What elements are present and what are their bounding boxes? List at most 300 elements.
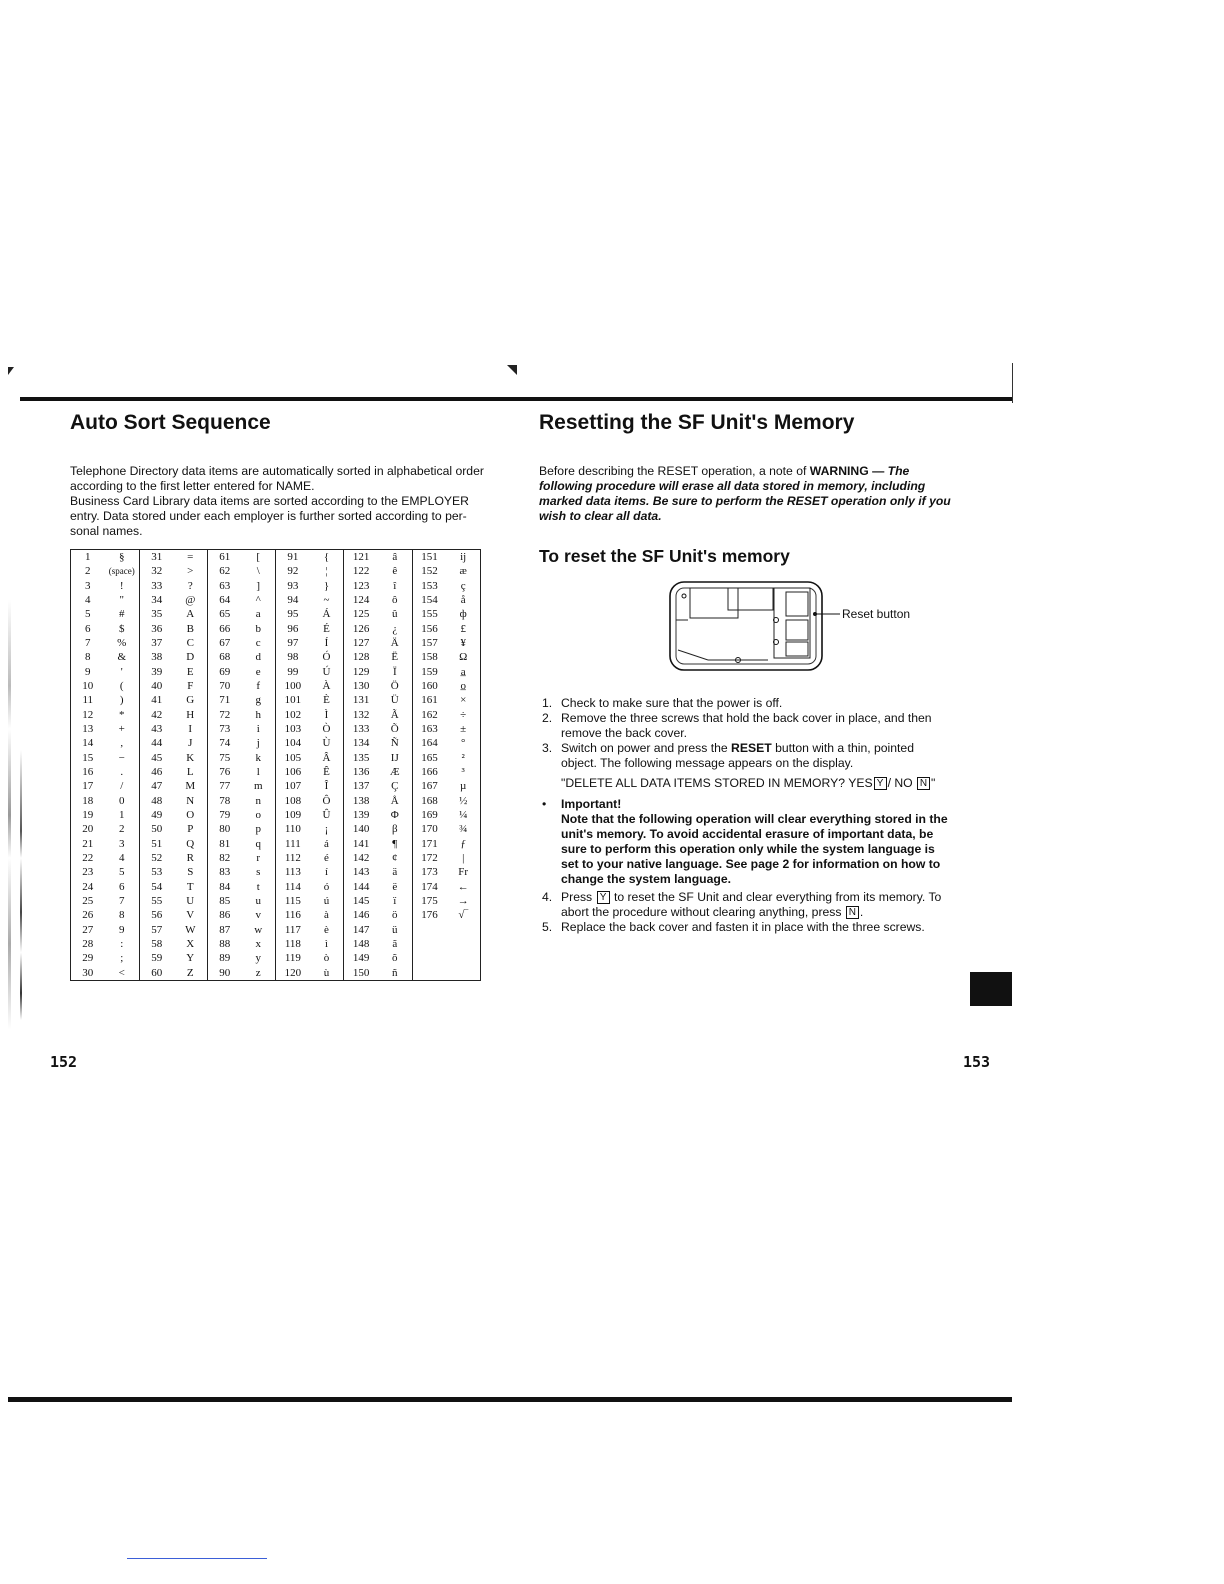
crop-line-right (1012, 363, 1013, 403)
table-code-cell: 111 (285, 837, 301, 850)
important-note (539, 797, 953, 887)
table-row (71, 837, 481, 851)
step-number: 4. (542, 890, 553, 904)
table-char-cell: x (242, 937, 276, 951)
reset-steps (539, 696, 953, 935)
table-code-cell: 39 (151, 665, 163, 678)
table-code-cell: 34 (151, 593, 163, 606)
table-code-cell: 85 (219, 894, 231, 907)
table-code-cell: 160 (421, 679, 438, 692)
table-code-cell: 54 (151, 880, 163, 893)
table-code-cell: 92 (287, 565, 299, 578)
table-code-cell: 96 (287, 622, 299, 635)
table-code-cell: 51 (151, 837, 163, 850)
table-char-cell: 4 (105, 851, 140, 865)
table-char-cell: ¿ (378, 622, 412, 636)
table-char-cell: 3 (105, 837, 140, 851)
table-char-cell: N (174, 794, 208, 808)
table-row (71, 765, 481, 779)
table-char-cell: S (174, 865, 208, 879)
table-code-cell: 175 (421, 894, 438, 907)
table-char-cell: ì (310, 937, 344, 951)
table-code-cell: 134 (352, 737, 370, 750)
table-char-cell: Y (174, 951, 208, 965)
table-code-cell: 151 (421, 551, 438, 563)
step4-before: Press (561, 890, 593, 904)
table-code-cell: 80 (219, 823, 231, 836)
table-char-cell: : (105, 937, 140, 951)
table-char-cell: Ä (378, 636, 412, 650)
table-char-cell: I (174, 722, 208, 736)
warning-text-line1: The following (539, 464, 910, 493)
table-code-cell: 87 (219, 923, 231, 936)
table-code-cell: 8 (85, 651, 91, 664)
table-char-cell: J (174, 736, 208, 750)
table-char-cell: i (242, 722, 276, 736)
table-code-cell: 57 (151, 923, 163, 936)
table-code-cell: 45 (151, 751, 163, 764)
table-code-cell: 140 (352, 823, 370, 836)
table-row (71, 693, 481, 707)
table-char-cell: Ô (310, 794, 344, 808)
table-code-cell: 84 (219, 880, 231, 893)
table-char-cell: Ç (378, 779, 412, 793)
table-code-cell: 139 (352, 808, 370, 821)
table-char-cell: Ö (378, 679, 412, 693)
yes-key-icon: Y (874, 777, 887, 790)
table-char-cell: v (242, 908, 276, 922)
table-char-cell (446, 937, 480, 951)
table-code-cell: 16 (82, 765, 94, 778)
table-code-cell: 53 (151, 866, 163, 879)
table-code-cell: 99 (287, 665, 299, 678)
table-code-cell: 118 (284, 937, 301, 950)
table-row (71, 751, 481, 765)
table-char-cell: 9 (105, 923, 140, 937)
table-code-cell: 120 (284, 966, 302, 979)
step-item (539, 696, 953, 711)
table-char-cell: " (105, 593, 140, 607)
table-code-cell: 65 (219, 608, 231, 621)
unit-back-diagram (668, 580, 918, 675)
table-row (71, 923, 481, 937)
table-char-cell: ¢ (378, 851, 412, 865)
table-char-cell: l (242, 765, 276, 779)
table-char-cell: q (242, 837, 276, 851)
table-code-cell: 95 (287, 608, 299, 621)
table-row (71, 650, 481, 664)
table-char-cell: d (242, 650, 276, 664)
table-code-cell: 170 (421, 823, 438, 836)
table-code-cell: 159 (421, 665, 438, 678)
table-char-cell: å (446, 593, 480, 607)
table-char-cell: % (105, 636, 140, 650)
table-char-cell: à (310, 908, 344, 922)
table-code-cell: 23 (82, 866, 94, 879)
table-char-cell: F (174, 679, 208, 693)
table-code-cell: 30 (82, 966, 94, 979)
unit-outline (670, 582, 822, 670)
table-char-cell: ф (446, 607, 480, 621)
table-char-cell: è (310, 923, 344, 937)
table-char-cell: Φ (378, 808, 412, 822)
table-code-cell: 22 (82, 851, 94, 864)
table-code-cell: 152 (421, 565, 438, 578)
table-row (71, 579, 481, 593)
table-code-cell: 78 (219, 794, 231, 807)
table-code-cell: 116 (284, 909, 301, 922)
warning-prefix: Before describing the RESET operation, a note of (539, 464, 810, 478)
table-char-cell: Ë (378, 650, 412, 664)
table-char-cell: 5 (105, 865, 140, 879)
table-code-cell: 98 (287, 651, 299, 664)
table-code-cell: 47 (151, 780, 163, 793)
table-code-cell (412, 951, 446, 965)
table-char-cell: ô (378, 593, 412, 607)
intro-line: entry. Data stored under each employer is further sorted according to per- (70, 509, 467, 523)
table-code-cell: 83 (219, 866, 231, 879)
table-char-cell: * (105, 708, 140, 722)
table-char-cell: P (174, 822, 208, 836)
table-code-cell: 110 (284, 823, 301, 836)
table-char-cell: g (242, 693, 276, 707)
table-code-cell: 19 (82, 808, 94, 821)
table-code-cell: 74 (219, 737, 231, 750)
step-number: 1. (542, 696, 553, 710)
table-code-cell: 94 (287, 593, 299, 606)
table-code-cell: 18 (82, 794, 94, 807)
table-char-cell: } (310, 579, 344, 593)
sort-sequence-table (70, 549, 481, 981)
table-char-cell: ã (378, 937, 412, 951)
table-code-cell: 107 (284, 780, 302, 793)
warning-word: WARNING — (809, 464, 885, 478)
table-char-cell: ï (378, 894, 412, 908)
table-char-cell: f (242, 679, 276, 693)
table-code-cell: 13 (82, 722, 94, 735)
table-code-cell: 141 (352, 837, 370, 850)
table-char-cell: { (310, 550, 344, 565)
table-char-cell: á (310, 837, 344, 851)
intro-line: Telephone Directory data items are automatically sorted in alphabetical order (70, 464, 484, 478)
table-char-cell: ~ (310, 593, 344, 607)
table-char-cell: î (378, 579, 412, 593)
table-code-cell: 113 (284, 866, 301, 879)
table-char-cell: × (446, 693, 480, 707)
table-char-cell: Í (310, 636, 344, 650)
table-code-cell: 91 (287, 551, 299, 563)
table-code-cell: 102 (284, 708, 302, 721)
table-code-cell: 105 (284, 751, 302, 764)
important-text: Note that the following operation will clear everything stored in the unit's memory. To avoid accidental erasure of important data, be sure to perform this operation only while the system language is set to your native language. See page 2 for information on how to change the system language. (561, 812, 948, 886)
table-code-cell: 17 (82, 780, 94, 793)
table-char-cell: & (105, 650, 140, 664)
table-code-cell: 128 (352, 651, 370, 664)
right-page-number: 153 (963, 1053, 991, 1071)
table-code-cell: 66 (219, 622, 231, 635)
table-char-cell: ² (446, 751, 480, 765)
table-code-cell: 29 (82, 952, 94, 965)
table-code-cell: 144 (352, 880, 370, 893)
table-row (71, 593, 481, 607)
table-code-cell: 28 (82, 937, 94, 950)
table-code-cell: 146 (352, 909, 370, 922)
table-code-cell: 62 (219, 565, 231, 578)
table-char-cell: h (242, 708, 276, 722)
table-code-cell: 77 (219, 780, 231, 793)
table-code-cell: 21 (82, 837, 94, 850)
table-char-cell: ^ (242, 593, 276, 607)
warning-paragraph (539, 464, 951, 524)
table-char-cell: ] (242, 579, 276, 593)
table-row (71, 937, 481, 951)
table-char-cell: w (242, 923, 276, 937)
table-code-cell: 20 (82, 823, 94, 836)
reset-subtitle: To reset the SF Unit's memory (539, 546, 790, 566)
table-char-cell: Z (174, 966, 208, 981)
table-char-cell: / (105, 779, 140, 793)
message-end: " (931, 776, 936, 790)
right-page-title: Resetting the SF Unit's Memory (539, 411, 855, 434)
table-char-cell: G (174, 693, 208, 707)
table-code-cell: 61 (219, 551, 231, 563)
table-char-cell: Ù (310, 736, 344, 750)
table-char-cell: O (174, 808, 208, 822)
table-row (71, 736, 481, 750)
table-code-cell: 112 (284, 851, 301, 864)
table-code-cell: 119 (284, 952, 301, 965)
table-char-cell: − (105, 751, 140, 765)
table-code-cell: 109 (284, 808, 302, 821)
table-char-cell: ( (105, 679, 140, 693)
table-char-cell: T (174, 880, 208, 894)
table-char-cell: ç (446, 579, 480, 593)
table-code-cell: 88 (219, 937, 231, 950)
table-char-cell: o̲ (446, 679, 480, 693)
table-code-cell: 127 (352, 636, 370, 649)
table-code-cell: 46 (151, 765, 163, 778)
table-char-cell: β (378, 822, 412, 836)
table-code-cell: 167 (421, 780, 438, 793)
table-char-cell (446, 966, 480, 981)
table-char-cell: ! (105, 579, 140, 593)
step-item (539, 741, 953, 771)
table-row (71, 880, 481, 894)
step-number: 3. (542, 741, 553, 755)
table-char-cell: $ (105, 622, 140, 636)
underline-mark (127, 1558, 267, 1559)
table-code-cell: 50 (151, 823, 163, 836)
table-char-cell: ¶ (378, 837, 412, 851)
table-char-cell: â (378, 550, 412, 565)
table-char-cell: m (242, 779, 276, 793)
table-code-cell: 59 (151, 952, 163, 965)
bullet: • (542, 797, 547, 811)
table-char-cell: j (242, 736, 276, 750)
table-char-cell: ù (310, 966, 344, 981)
table-code-cell: 26 (82, 909, 94, 922)
table-char-cell: ³ (446, 765, 480, 779)
table-code-cell: 5 (85, 608, 91, 621)
table-char-cell: D (174, 650, 208, 664)
table-code-cell: 97 (287, 636, 299, 649)
table-code-cell (412, 937, 446, 951)
table-code-cell: 130 (352, 679, 370, 692)
table-code-cell: 3 (85, 579, 91, 592)
table-code-cell: 14 (82, 737, 94, 750)
table-code-cell: 115 (284, 894, 301, 907)
table-code-cell: 156 (421, 622, 438, 635)
table-char-cell: Õ (378, 722, 412, 736)
table-char-cell: Â (310, 751, 344, 765)
table-row (71, 794, 481, 808)
message-mid: / NO (887, 776, 913, 790)
table-code-cell: 10 (82, 679, 94, 692)
table-char-cell: H (174, 708, 208, 722)
table-char-cell: 8 (105, 908, 140, 922)
table-code-cell: 174 (421, 880, 438, 893)
table-char-cell: k (242, 751, 276, 765)
table-char-cell: Å (378, 794, 412, 808)
message-text: "DELETE ALL DATA ITEMS STORED IN MEMORY? YES (561, 776, 873, 790)
table-code-cell: 114 (284, 880, 301, 893)
step-number: 5. (542, 920, 553, 934)
table-char-cell: √‾ (446, 908, 480, 922)
table-code-cell: 153 (421, 579, 438, 592)
intro-line: sonal names. (70, 524, 143, 538)
table-char-cell: @ (174, 593, 208, 607)
table-char-cell: | (446, 851, 480, 865)
table-char-cell: Ñ (378, 736, 412, 750)
table-row (71, 679, 481, 693)
table-code-cell: 72 (219, 708, 231, 721)
table-char-cell: 6 (105, 880, 140, 894)
table-char-cell: a (242, 607, 276, 621)
table-code-cell: 60 (151, 966, 163, 979)
table-char-cell: 2 (105, 822, 140, 836)
table-code-cell: 106 (284, 765, 302, 778)
step4-end: . (859, 905, 864, 919)
table-row (71, 550, 481, 565)
table-code-cell: 41 (151, 694, 163, 707)
table-code-cell: 69 (219, 665, 231, 678)
table-char-cell: C (174, 636, 208, 650)
table-char-cell: → (446, 894, 480, 908)
table-code-cell: 93 (287, 579, 299, 592)
table-code-cell: 73 (219, 722, 231, 735)
table-char-cell: µ (446, 779, 480, 793)
table-char-cell: A (174, 607, 208, 621)
table-row (71, 908, 481, 922)
table-code-cell: 108 (284, 794, 302, 807)
table-row (71, 894, 481, 908)
scan-edge-left-inner (20, 750, 22, 1020)
important-title: Important! (561, 797, 622, 811)
step-item (539, 711, 953, 741)
table-char-cell: Ü (378, 693, 412, 707)
step-item (539, 920, 953, 935)
warning-text: procedure will erase all data stored in memory, including marked data items. Be sure to perform the RESET operation only if you wish to clear all data. (539, 479, 951, 523)
table-char-cell: M (174, 779, 208, 793)
intro-line: Business Card Library data items are sorted according to the EMPLOYER (70, 494, 469, 508)
table-char-cell: ê (378, 564, 412, 578)
table-char-cell: ƒ (446, 837, 480, 851)
table-char-cell: é (310, 851, 344, 865)
table-code-cell: 68 (219, 651, 231, 664)
table-code-cell: 148 (352, 937, 370, 950)
bottom-rule (8, 1397, 1012, 1402)
left-page-title: Auto Sort Sequence (70, 411, 271, 434)
section-tab-marker (970, 972, 1012, 1006)
table-char-cell: ÷ (446, 708, 480, 722)
reset-button-label: Reset button (842, 607, 911, 621)
table-code-cell: 126 (352, 622, 370, 635)
table-code-cell: 122 (352, 565, 370, 578)
table-char-cell: û (378, 607, 412, 621)
table-char-cell: ° (446, 736, 480, 750)
table-char-cell: ü (378, 923, 412, 937)
step-text-before: Switch on power and press the (561, 741, 732, 755)
table-char-cell: [ (242, 550, 276, 565)
table-char-cell: ¡ (310, 822, 344, 836)
table-char-cell: a̲ (446, 665, 480, 679)
table-code-cell: 172 (421, 851, 438, 864)
table-char-cell: ; (105, 951, 140, 965)
table-code-cell: 147 (352, 923, 370, 936)
step4-after: to reset the SF Unit and clear everything from its memory. To abort the procedure without clearing anything, press (561, 890, 942, 919)
step-text: Replace the back cover and fasten it in place with the three screws. (561, 920, 925, 934)
table-char-cell: ¦ (310, 564, 344, 578)
table-char-cell: u (242, 894, 276, 908)
table-code-cell: 1 (85, 551, 91, 563)
table-code-cell: 86 (219, 909, 231, 922)
table-code-cell: 81 (219, 837, 231, 850)
table-code-cell: 42 (151, 708, 163, 721)
table-char-cell: z (242, 966, 276, 981)
table-code-cell: 58 (151, 937, 163, 950)
table-code-cell: 138 (352, 794, 370, 807)
table-code-cell: 9 (85, 665, 91, 678)
table-char-cell: n (242, 794, 276, 808)
table-row (71, 822, 481, 836)
table-char-cell: B (174, 622, 208, 636)
table-char-cell: p (242, 822, 276, 836)
table-code-cell: 123 (352, 579, 370, 592)
table-code-cell: 67 (219, 636, 231, 649)
table-code-cell: 2 (85, 565, 91, 578)
table-code-cell: 166 (421, 765, 438, 778)
table-char-cell: , (105, 736, 140, 750)
table-char-cell: Ó (310, 650, 344, 664)
top-rule (20, 397, 1012, 401)
table-char-cell: ¼ (446, 808, 480, 822)
reset-word: RESET (731, 741, 772, 755)
table-char-cell: ó (310, 880, 344, 894)
table-code-cell: 132 (352, 708, 370, 721)
table-char-cell: y (242, 951, 276, 965)
table-char-cell: § (105, 550, 140, 565)
left-intro (70, 464, 490, 539)
table-code-cell: 76 (219, 765, 231, 778)
table-char-cell: Û (310, 808, 344, 822)
table-char-cell: E (174, 665, 208, 679)
table-code-cell: 38 (151, 651, 163, 664)
table-char-cell: ò (310, 951, 344, 965)
table-code-cell: 154 (421, 593, 438, 606)
table-char-cell: e (242, 665, 276, 679)
table-char-cell: K (174, 751, 208, 765)
table-row (71, 622, 481, 636)
